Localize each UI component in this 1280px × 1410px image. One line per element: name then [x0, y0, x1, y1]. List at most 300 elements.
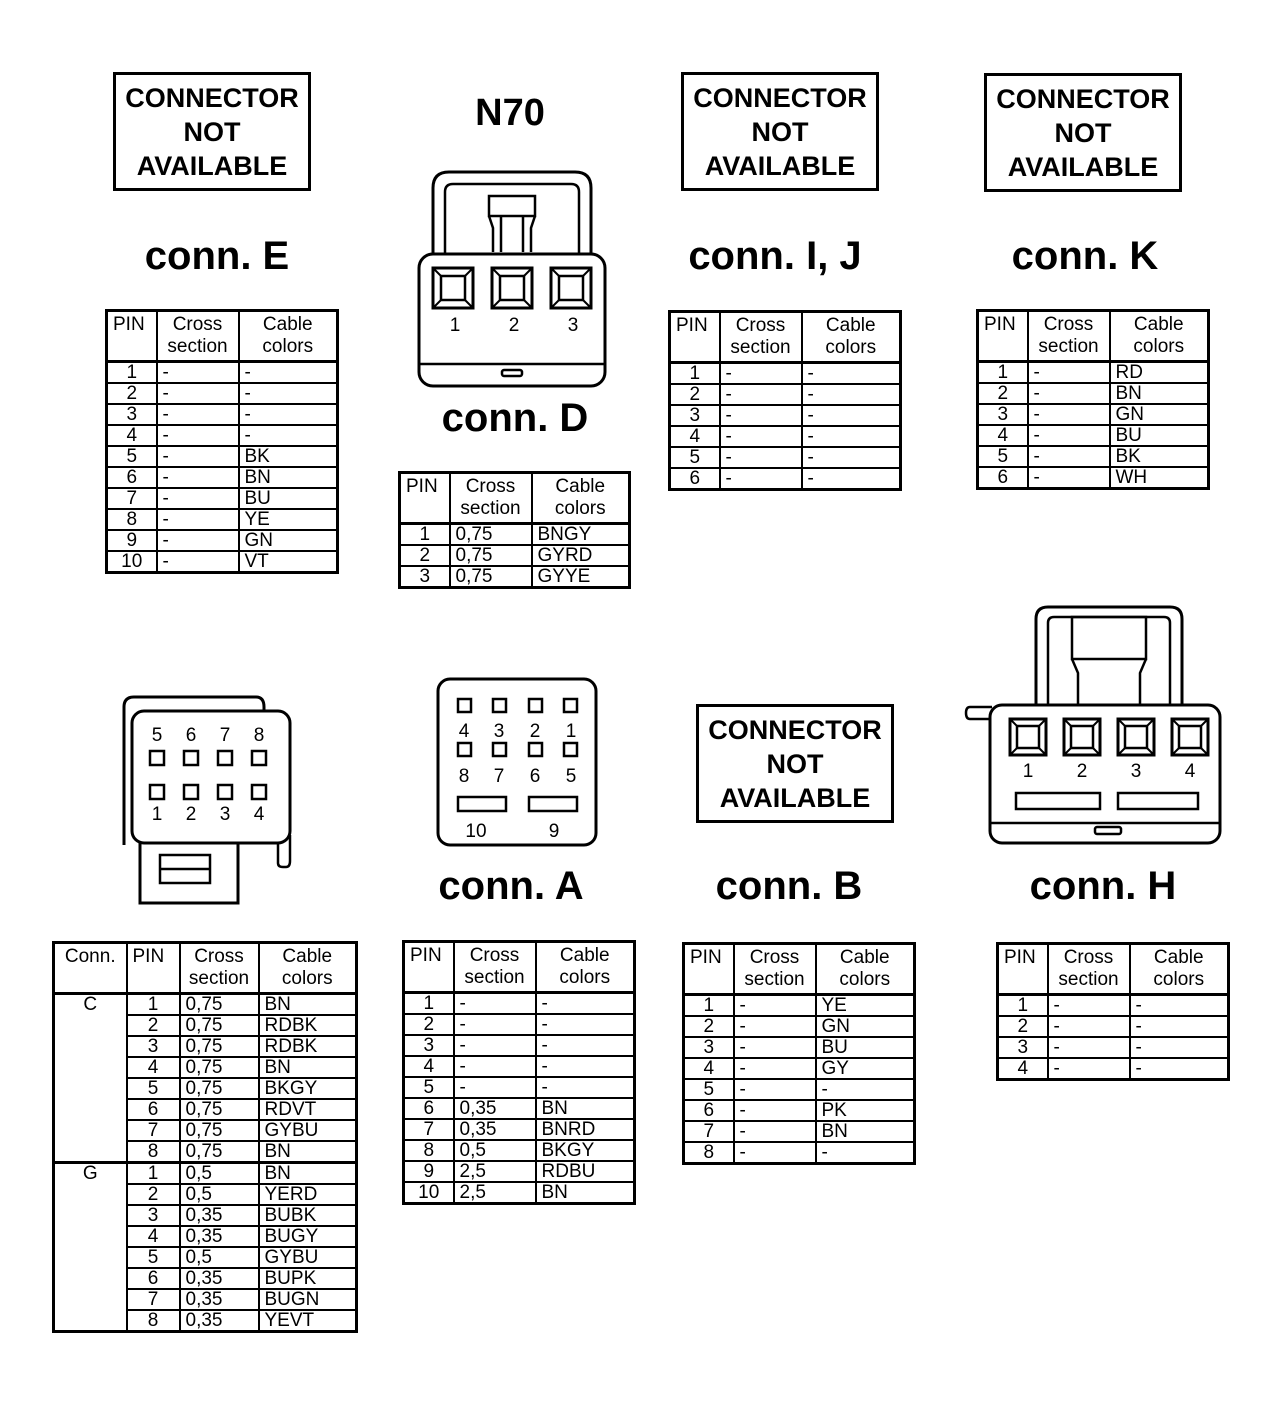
conn-h-table [996, 942, 1230, 1081]
cross-section-cell: 0,35 [454, 1119, 536, 1140]
cross-section-cell: - [720, 384, 802, 405]
cable-color-cell: BN [536, 1098, 635, 1119]
table-row [54, 1163, 357, 1185]
conn-header: Conn. [54, 943, 127, 994]
pin-header: PIN [670, 312, 720, 363]
connector-not-available-k: CONNECTOR NOT AVAILABLE [984, 73, 1182, 192]
conn-d-title: conn. D [441, 396, 589, 440]
cross-section-header: Cross section [734, 944, 816, 995]
cross-section-cell: 0,35 [180, 1289, 259, 1310]
cross-section-cell: - [734, 1016, 816, 1037]
pin-label: 1 [565, 721, 577, 742]
cross-section-cell: - [157, 509, 239, 530]
pin-cell: 5 [107, 446, 157, 467]
cross-section-cell: - [720, 447, 802, 468]
pin-header: PIN [107, 311, 157, 362]
cross-section-cell: 0,75 [180, 1120, 259, 1141]
cross-section-header: Cross section [157, 311, 239, 362]
table-row [684, 1037, 915, 1058]
cable-color-cell: BUGY [259, 1226, 357, 1247]
table-row [404, 1119, 635, 1140]
pin-cell: 3 [400, 566, 450, 588]
cross-section-cell: 0,75 [180, 994, 259, 1016]
cable-color-cell: YERD [259, 1184, 357, 1205]
cross-section-cell: - [454, 1056, 536, 1077]
cross-section-cell: - [454, 1077, 536, 1098]
table-row [107, 551, 338, 573]
pin-label: 10 [465, 821, 487, 842]
pin-cell: 1 [404, 993, 454, 1015]
table-row [684, 1142, 915, 1164]
cable-colors-header: Cable colors [1130, 944, 1229, 995]
pin-cell: 5 [127, 1078, 180, 1099]
pin-label: 2 [508, 315, 520, 336]
cross-section-cell: - [1048, 995, 1130, 1017]
table-row [404, 1098, 635, 1119]
pin-header: PIN [400, 473, 450, 524]
cross-section-cell: 0,75 [180, 1036, 259, 1057]
cross-section-header: Cross section [1048, 944, 1130, 995]
pin-cell: 1 [127, 994, 180, 1016]
conn-group-cell: C [54, 994, 127, 1163]
cable-color-cell: GYBU [259, 1247, 357, 1268]
cross-section-cell: - [454, 1014, 536, 1035]
pin-label: 1 [1022, 761, 1034, 782]
cross-section-cell: - [734, 1037, 816, 1058]
table-row [107, 530, 338, 551]
conn-h-title: conn. H [1029, 864, 1177, 908]
pin-header: PIN [978, 311, 1028, 362]
connector-cg-drawing [120, 695, 296, 907]
pin-cell: 2 [107, 383, 157, 404]
table-row [978, 362, 1209, 384]
cable-color-cell: RDVT [259, 1099, 357, 1120]
pin-cell: 4 [404, 1056, 454, 1077]
table-row [107, 404, 338, 425]
table-row [404, 1140, 635, 1161]
cable-color-cell: BU [1110, 425, 1209, 446]
cable-color-cell: WH [1110, 467, 1209, 489]
cross-section-cell: 0,75 [180, 1099, 259, 1120]
cable-colors-header: Cable colors [259, 943, 357, 994]
cable-color-cell: YEVT [259, 1310, 357, 1332]
pin-cell: 1 [670, 363, 720, 385]
table-row [404, 1161, 635, 1182]
cross-section-cell: 0,5 [180, 1163, 259, 1185]
cable-color-cell: GYRD [532, 545, 630, 566]
table-row [107, 488, 338, 509]
cable-color-cell: RDBU [536, 1161, 635, 1182]
conn-k-title: conn. K [1011, 234, 1159, 278]
cable-color-cell: BKGY [536, 1140, 635, 1161]
table-row [670, 447, 901, 468]
pin-label: 8 [253, 725, 265, 746]
cable-color-cell: - [1130, 995, 1229, 1017]
cross-section-cell: - [734, 1079, 816, 1100]
pin-cell: 2 [400, 545, 450, 566]
pin-cell: 3 [978, 404, 1028, 425]
cross-section-cell: 2,5 [454, 1161, 536, 1182]
cross-section-cell: 0,75 [450, 566, 532, 588]
cross-section-header: Cross section [720, 312, 802, 363]
pin-label: 6 [185, 725, 197, 746]
table-row [670, 468, 901, 490]
cross-section-cell: - [454, 1035, 536, 1056]
pin-label: 6 [529, 766, 541, 787]
table-row [684, 1079, 915, 1100]
table-row [404, 1182, 635, 1204]
cable-color-cell: - [1130, 1037, 1229, 1058]
cross-section-cell: - [720, 363, 802, 385]
table-row [107, 509, 338, 530]
pin-cell: 3 [998, 1037, 1048, 1058]
pin-cell: 5 [978, 446, 1028, 467]
cross-section-cell: - [734, 995, 816, 1017]
cable-colors-header: Cable colors [536, 942, 635, 993]
cable-color-cell: BN [536, 1182, 635, 1204]
pin-cell: 8 [404, 1140, 454, 1161]
pin-label: 8 [458, 766, 470, 787]
table-row [107, 446, 338, 467]
pin-label: 5 [151, 725, 163, 746]
table-row [978, 383, 1209, 404]
cable-color-cell: GN [816, 1016, 915, 1037]
table-row [670, 363, 901, 385]
cable-color-cell: - [1130, 1058, 1229, 1080]
conn-a-title: conn. A [438, 864, 584, 908]
cross-section-cell: - [1028, 383, 1110, 404]
cable-color-cell: BN [816, 1121, 915, 1142]
table-row [998, 1058, 1229, 1080]
pin-cell: 5 [684, 1079, 734, 1100]
cross-section-cell: 2,5 [454, 1182, 536, 1204]
table-row [400, 566, 630, 588]
pin-cell: 9 [107, 530, 157, 551]
cross-section-cell: - [157, 362, 239, 384]
cross-section-cell: - [734, 1058, 816, 1079]
cross-section-header: Cross section [450, 473, 532, 524]
cable-color-cell: VT [239, 551, 338, 573]
pin-cell: 1 [998, 995, 1048, 1017]
pin-label: 7 [219, 725, 231, 746]
cross-section-header: Cross section [454, 942, 536, 993]
pin-cell: 5 [670, 447, 720, 468]
cable-color-cell: - [816, 1079, 915, 1100]
connector-h-drawing [964, 603, 1226, 845]
cable-color-cell: YE [816, 995, 915, 1017]
cross-section-cell: - [157, 551, 239, 573]
pin-cell: 3 [127, 1205, 180, 1226]
cross-section-cell: 0,75 [450, 524, 532, 546]
cable-color-cell: - [239, 425, 338, 446]
cross-section-cell: - [1048, 1016, 1130, 1037]
n70-label: N70 [475, 92, 545, 134]
pin-header: PIN [127, 943, 180, 994]
connector-not-available-b: CONNECTOR NOT AVAILABLE [696, 704, 894, 823]
table-row [998, 995, 1229, 1017]
cross-section-cell: - [1028, 446, 1110, 467]
cable-color-cell: - [536, 1014, 635, 1035]
cable-color-cell: BUBK [259, 1205, 357, 1226]
cross-section-cell: - [734, 1142, 816, 1164]
pin-label: 1 [151, 804, 163, 825]
cross-section-cell: - [1048, 1037, 1130, 1058]
pin-label: 2 [1076, 761, 1088, 782]
pin-cell: 1 [107, 362, 157, 384]
pin-cell: 6 [670, 468, 720, 490]
cable-color-cell: GYYE [532, 566, 630, 588]
pin-label: 3 [567, 315, 579, 336]
table-row [978, 446, 1209, 467]
conn-k-table [976, 309, 1210, 490]
pin-cell: 6 [127, 1099, 180, 1120]
cable-color-cell: BN [259, 994, 357, 1016]
pin-cell: 4 [978, 425, 1028, 446]
pin-header: PIN [998, 944, 1048, 995]
pin-cell: 3 [404, 1035, 454, 1056]
cable-color-cell: BK [239, 446, 338, 467]
cable-color-cell: BU [816, 1037, 915, 1058]
pin-cell: 3 [127, 1036, 180, 1057]
cable-color-cell: - [239, 404, 338, 425]
pin-cell: 8 [127, 1141, 180, 1163]
conn-a-table [402, 940, 636, 1205]
conn-group-cell: G [54, 1163, 127, 1332]
pin-label: 3 [493, 721, 505, 742]
cross-section-cell: - [1028, 425, 1110, 446]
pin-cell: 6 [978, 467, 1028, 489]
cross-section-cell: - [1028, 467, 1110, 489]
conn-e-title: conn. E [144, 234, 290, 278]
cable-color-cell: BUGN [259, 1289, 357, 1310]
conn-ij-title: conn. I, J [688, 234, 862, 278]
cable-colors-header: Cable colors [802, 312, 901, 363]
table-row [670, 405, 901, 426]
cable-color-cell: BNGY [532, 524, 630, 546]
cable-color-cell: BN [239, 467, 338, 488]
table-row [107, 467, 338, 488]
connector-d-drawing [415, 168, 610, 390]
pin-cell: 7 [127, 1120, 180, 1141]
pin-cell: 2 [127, 1184, 180, 1205]
pin-cell: 5 [127, 1247, 180, 1268]
cross-section-cell: - [720, 426, 802, 447]
pin-cell: 8 [127, 1310, 180, 1332]
cross-section-cell: - [1028, 404, 1110, 425]
pin-header: PIN [404, 942, 454, 993]
pin-cell: 4 [107, 425, 157, 446]
cable-color-cell: - [802, 363, 901, 385]
cable-color-cell: - [536, 1035, 635, 1056]
cable-color-cell: - [802, 426, 901, 447]
cable-color-cell: BNRD [536, 1119, 635, 1140]
conn-e-table [105, 309, 339, 574]
cable-color-cell: BUPK [259, 1268, 357, 1289]
table-row [400, 545, 630, 566]
pin-label: 3 [219, 804, 231, 825]
cross-section-cell: - [1048, 1058, 1130, 1080]
pin-cell: 3 [107, 404, 157, 425]
cable-color-cell: BN [259, 1057, 357, 1078]
pin-cell: 1 [127, 1163, 180, 1185]
cable-color-cell: BK [1110, 446, 1209, 467]
table-row [978, 425, 1209, 446]
cable-color-cell: GN [239, 530, 338, 551]
table-row [684, 1121, 915, 1142]
pin-cell: 6 [127, 1268, 180, 1289]
pin-cell: 1 [400, 524, 450, 546]
table-row [684, 1016, 915, 1037]
pin-label: 1 [449, 315, 461, 336]
cross-section-cell: - [157, 530, 239, 551]
pin-cell: 4 [670, 426, 720, 447]
table-row [400, 524, 630, 546]
cable-color-cell: - [802, 447, 901, 468]
pin-label: 2 [529, 721, 541, 742]
table-row [978, 467, 1209, 489]
pin-cell: 4 [684, 1058, 734, 1079]
cross-section-cell: 0,75 [180, 1015, 259, 1036]
pin-cell: 7 [107, 488, 157, 509]
pin-cell: 1 [978, 362, 1028, 384]
table-row [107, 425, 338, 446]
pin-cell: 7 [127, 1289, 180, 1310]
cross-section-cell: - [720, 468, 802, 490]
cable-color-cell: - [239, 362, 338, 384]
cable-color-cell: BN [259, 1141, 357, 1163]
cross-section-cell: 0,35 [180, 1205, 259, 1226]
cable-color-cell: BN [259, 1163, 357, 1185]
pin-cell: 2 [998, 1016, 1048, 1037]
cross-section-cell: 0,5 [180, 1184, 259, 1205]
pin-label: 5 [565, 766, 577, 787]
table-row [670, 384, 901, 405]
cable-color-cell: YE [239, 509, 338, 530]
table-row [404, 1035, 635, 1056]
cross-section-cell: - [157, 425, 239, 446]
cross-section-cell: - [454, 993, 536, 1015]
pin-label: 4 [1184, 761, 1196, 782]
cable-color-cell: - [816, 1142, 915, 1164]
cross-section-cell: 0,5 [180, 1247, 259, 1268]
cross-section-cell: - [157, 467, 239, 488]
cable-colors-header: Cable colors [816, 944, 915, 995]
cross-section-cell: - [157, 446, 239, 467]
cross-section-cell: - [734, 1121, 816, 1142]
cable-color-cell: PK [816, 1100, 915, 1121]
pin-label: 4 [458, 721, 470, 742]
cross-section-cell: 0,35 [454, 1098, 536, 1119]
table-row [684, 995, 915, 1017]
cross-section-cell: 0,75 [180, 1078, 259, 1099]
cross-section-header: Cross section [1028, 311, 1110, 362]
cable-colors-header: Cable colors [1110, 311, 1209, 362]
cable-color-cell: RD [1110, 362, 1209, 384]
pin-cell: 4 [998, 1058, 1048, 1080]
table-row [684, 1058, 915, 1079]
cable-color-cell: - [536, 1056, 635, 1077]
pin-cell: 7 [404, 1119, 454, 1140]
cross-section-cell: 0,35 [180, 1268, 259, 1289]
cross-section-cell: 0,35 [180, 1226, 259, 1247]
pin-cell: 5 [404, 1077, 454, 1098]
pin-cell: 8 [107, 509, 157, 530]
pin-cell: 2 [127, 1015, 180, 1036]
cable-color-cell: - [536, 993, 635, 1015]
conn-ij-table [668, 310, 902, 491]
table-row [404, 1014, 635, 1035]
pin-cell: 6 [107, 467, 157, 488]
conn-b-title: conn. B [715, 864, 863, 908]
pin-cell: 3 [670, 405, 720, 426]
cross-section-header: Cross section [180, 943, 259, 994]
cable-color-cell: - [802, 468, 901, 490]
cable-color-cell: - [239, 383, 338, 404]
cable-color-cell: - [802, 384, 901, 405]
cable-color-cell: BKGY [259, 1078, 357, 1099]
pin-cell: 2 [404, 1014, 454, 1035]
pin-label: 3 [1130, 761, 1142, 782]
connector-a-drawing [436, 677, 600, 849]
cable-color-cell: - [802, 405, 901, 426]
cross-section-cell: - [1028, 362, 1110, 384]
conn-cg-table [52, 941, 358, 1333]
cross-section-cell: 0,5 [454, 1140, 536, 1161]
table-row [54, 994, 357, 1016]
cross-section-cell: 0,35 [180, 1310, 259, 1332]
table-row [684, 1100, 915, 1121]
pin-cell: 6 [684, 1100, 734, 1121]
pin-cell: 4 [127, 1226, 180, 1247]
table-row [404, 1077, 635, 1098]
cross-section-cell: 0,75 [450, 545, 532, 566]
pin-cell: 3 [684, 1037, 734, 1058]
table-row [670, 426, 901, 447]
pin-cell: 10 [404, 1182, 454, 1204]
table-row [107, 362, 338, 384]
pin-cell: 1 [684, 995, 734, 1017]
connector-not-available-ij: CONNECTOR NOT AVAILABLE [681, 72, 879, 191]
pin-cell: 2 [684, 1016, 734, 1037]
table-row [107, 383, 338, 404]
cross-section-cell: - [157, 383, 239, 404]
cable-color-cell: GY [816, 1058, 915, 1079]
pin-cell: 9 [404, 1161, 454, 1182]
pin-cell: 6 [404, 1098, 454, 1119]
table-row [404, 993, 635, 1015]
pin-cell: 2 [670, 384, 720, 405]
pin-header: PIN [684, 944, 734, 995]
pin-label: 2 [185, 804, 197, 825]
pin-cell: 2 [978, 383, 1028, 404]
conn-d-table [398, 471, 631, 589]
pin-label: 7 [493, 766, 505, 787]
cable-color-cell: RDBK [259, 1015, 357, 1036]
pin-cell: 7 [684, 1121, 734, 1142]
table-row [978, 404, 1209, 425]
pin-cell: 8 [684, 1142, 734, 1164]
pin-cell: 10 [107, 551, 157, 573]
cable-color-cell: BN [1110, 383, 1209, 404]
table-row [404, 1056, 635, 1077]
cable-color-cell: GN [1110, 404, 1209, 425]
pin-label: 9 [548, 821, 560, 842]
table-row [998, 1037, 1229, 1058]
pin-label: 4 [253, 804, 265, 825]
cable-color-cell: BU [239, 488, 338, 509]
cross-section-cell: 0,75 [180, 1141, 259, 1163]
cable-colors-header: Cable colors [239, 311, 338, 362]
